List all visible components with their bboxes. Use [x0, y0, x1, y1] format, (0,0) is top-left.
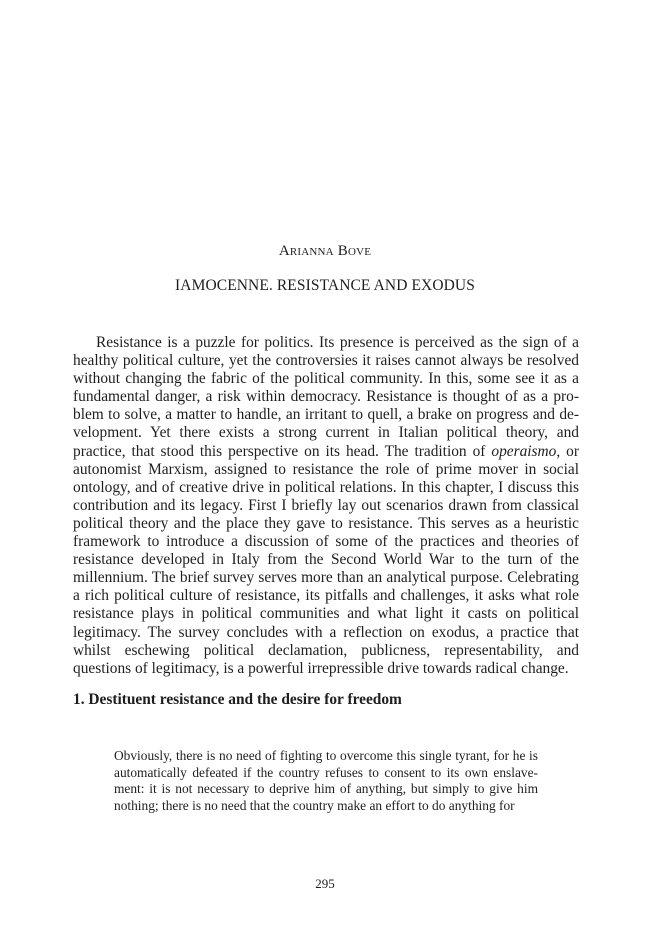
abstract-paragraph — [73, 334, 579, 678]
abstract-italic-term: operaismo — [491, 442, 557, 460]
chapter-author: Arianna Bove — [278, 243, 372, 259]
abstract-text-part-1: Resistance is a puzzle for politics. Its presence is perceived as the sign of a healthy political culture, yet the controversies it raises cannot always be resolved without changing the fabric of the political community. In this, some see it as a fundamental danger, a risk within democracy. Resistance is thought of as a problem to solve, a matter to handle, an irritant to quell, a brake on progress and development. Yet there exists a strong current in Italian political theory, and practice, that stood this perspective on its head. The tradition of — [73, 334, 579, 460]
abstract-text-part-2: , or autonomist Marxism, assigned to resistance the role of prime mover in social ontology, and of creative drive in political relations. In this chapter, I discuss this contribution and its legacy. First I briefly lay out scenarios drawn from classical political theory and the place they gave to resistance. This serves as a heuristic framework to introduce a discussion of some of the practices and theories of resistance developed in Italy from the Second World War to the turn of the millennium. The brief survey serves more than an analytical purpose. Celebrating a rich political culture of resistance, its pitfalls and challenges, it asks what role resistance plays in political communities and what light it casts on political legitimacy. The survey concludes with a reflection on exodus, a practice that whilst eschewing political declamation, publicness, representability, and questions of legitimacy, is a powerful irrepressible drive towards radical change. — [73, 442, 579, 677]
section-heading: 1. Destituent resistance and the desire for freedom — [73, 691, 402, 708]
chapter-title: IAMOCENNE. RESISTANCE AND EXODUS — [175, 277, 475, 294]
block-quote: Obviously, there is no need of fighting to overcome this single tyrant, for he is automatically defeated if the country refuses to consent to its own enslavement: it is not necessary to deprive him of anything, but simply to give him nothing; there is no need that the country make an effort to do anything for — [114, 748, 538, 813]
page-number: 295 — [315, 876, 335, 891]
